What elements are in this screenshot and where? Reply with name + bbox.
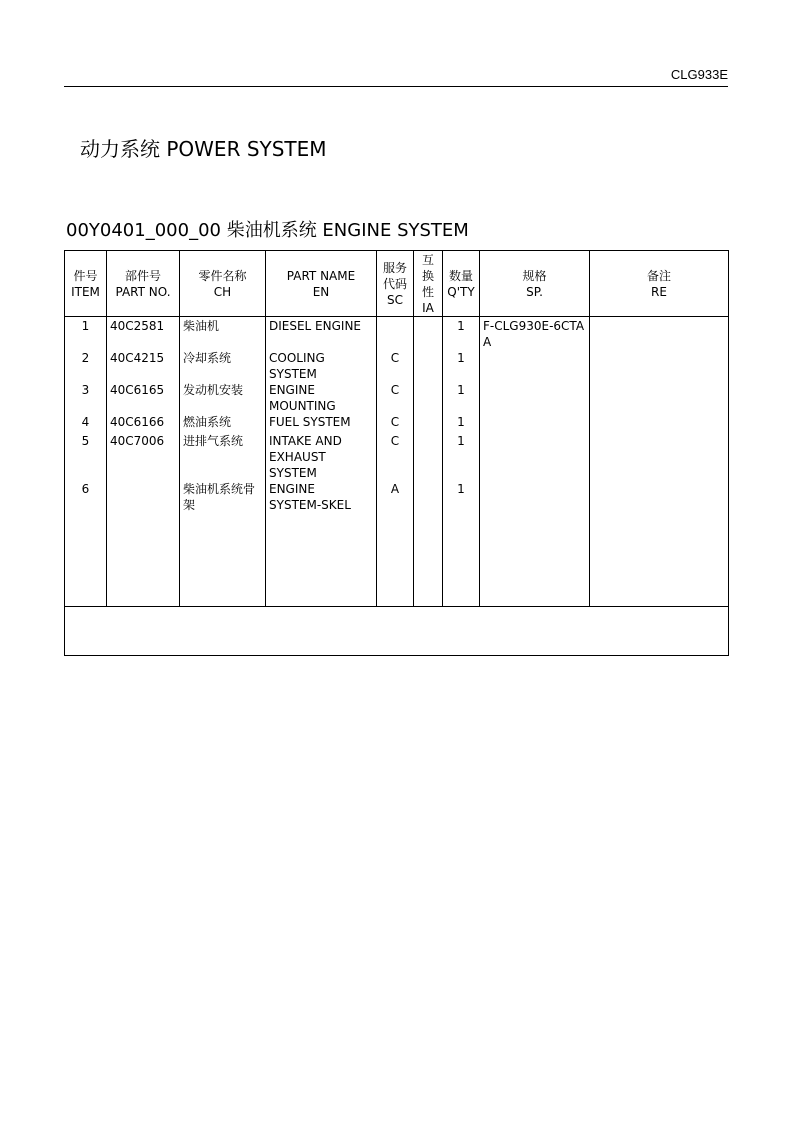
col-header-zh: 换	[421, 268, 434, 283]
name-ch-cell: 发动机安装	[183, 383, 244, 397]
part-no-cell: 40C4215	[110, 351, 165, 365]
col-header-en: CH	[213, 284, 232, 299]
name-ch-cell: 柴油机	[183, 319, 220, 333]
name-en-cell: EXHAUST	[269, 450, 326, 464]
model-code: CLG933E	[670, 67, 728, 82]
part-no-cell: 40C2581	[110, 319, 165, 333]
name-en-cell: SYSTEM	[269, 466, 317, 480]
parts-table	[64, 250, 729, 656]
col-header-zh: 互	[421, 252, 434, 267]
name-en-cell: SYSTEM-SKEL	[269, 498, 351, 512]
name-en-cell: INTAKE AND	[269, 434, 342, 448]
name-en-cell: MOUNTING	[269, 399, 336, 413]
qty-cell: 1	[457, 351, 465, 365]
col-qty	[443, 317, 480, 606]
name-en-cell: COOLING	[269, 351, 325, 365]
col-header-en: IA	[422, 300, 434, 315]
item-cell: 1	[81, 319, 90, 333]
name-en-cell: FUEL SYSTEM	[269, 415, 351, 429]
name-ch-cell: 柴油机系统骨	[183, 482, 256, 496]
name-ch-cell: 燃油系统	[183, 415, 232, 429]
col-interchange	[414, 317, 443, 606]
col-header-zh: 备注	[646, 268, 671, 283]
col-header-zh: 数量	[448, 268, 473, 283]
table-header	[65, 251, 728, 317]
col-header-zh: 规格	[522, 268, 547, 283]
col-header-spec	[480, 251, 590, 316]
table-footer	[65, 607, 728, 655]
col-service-code	[377, 317, 414, 606]
item-cell: 3	[81, 383, 90, 397]
part-no-cell: 40C6166	[110, 415, 165, 429]
col-header-part-no	[107, 251, 180, 316]
item-cell: 2	[81, 351, 90, 365]
name-en-cell: DIESEL ENGINE	[269, 319, 362, 333]
col-header-en: RE	[651, 284, 667, 299]
col-header-en: ITEM	[71, 284, 100, 299]
col-header-name-en	[266, 251, 377, 316]
part-no-cell: 40C7006	[110, 434, 165, 448]
col-header-zh: PART NAME	[286, 268, 356, 283]
col-header-en: SC	[387, 292, 403, 307]
qty-cell: 1	[457, 415, 465, 429]
name-en-cell: ENGINE	[269, 482, 315, 496]
sc-cell: C	[390, 351, 400, 365]
name-ch-cell: 架	[183, 498, 196, 512]
table-body	[65, 317, 728, 607]
part-no-cell: 40C6165	[110, 383, 165, 397]
col-header-name-ch	[180, 251, 266, 316]
spec-cell: F-CLG930E-6CTA	[483, 319, 585, 333]
qty-cell: 1	[457, 319, 465, 333]
col-header-en: PART NO.	[115, 284, 171, 299]
col-header-en: Q'TY	[447, 284, 475, 299]
item-cell: 4	[81, 415, 90, 429]
name-ch-cell: 进排气系统	[183, 434, 244, 448]
sc-cell: C	[390, 415, 400, 429]
col-header-zh: 性	[421, 284, 434, 299]
col-header-en: SP.	[526, 284, 543, 299]
spec-cell: A	[483, 335, 492, 349]
col-header-qty	[443, 251, 480, 316]
col-header-item	[65, 251, 107, 316]
col-header-remark	[590, 251, 728, 316]
section-title: 00Y0401_000_00 柴油机系统 ENGINE SYSTEM	[66, 220, 469, 241]
col-item	[65, 317, 107, 606]
col-header-zh: 部件号	[124, 268, 161, 283]
qty-cell: 1	[457, 383, 465, 397]
name-en-cell: ENGINE	[269, 383, 315, 397]
col-header-en: EN	[312, 284, 330, 299]
item-cell: 5	[81, 434, 90, 448]
name-en-cell: SYSTEM	[269, 367, 317, 381]
col-header-interchange	[414, 251, 443, 316]
name-ch-cell: 冷却系统	[183, 351, 232, 365]
qty-cell: 1	[457, 434, 465, 448]
footer-cell	[65, 607, 728, 655]
page-title: 动力系统 POWER SYSTEM	[80, 137, 327, 161]
header-rule	[64, 86, 728, 87]
col-header-zh: 件号	[73, 268, 98, 283]
col-name-en	[266, 317, 377, 606]
col-spec	[480, 317, 590, 606]
sc-cell: A	[390, 482, 400, 496]
col-header-zh: 服务	[382, 260, 407, 275]
qty-cell: 1	[457, 482, 465, 496]
col-name-ch	[180, 317, 266, 606]
col-header-zh: 代码	[382, 276, 407, 291]
col-remark	[590, 317, 728, 606]
sc-cell: C	[390, 434, 400, 448]
sc-cell: C	[390, 383, 400, 397]
col-header-zh: 零件名称	[198, 268, 247, 283]
col-part-no	[107, 317, 180, 606]
col-header-service-code	[377, 251, 414, 316]
item-cell: 6	[81, 482, 90, 496]
